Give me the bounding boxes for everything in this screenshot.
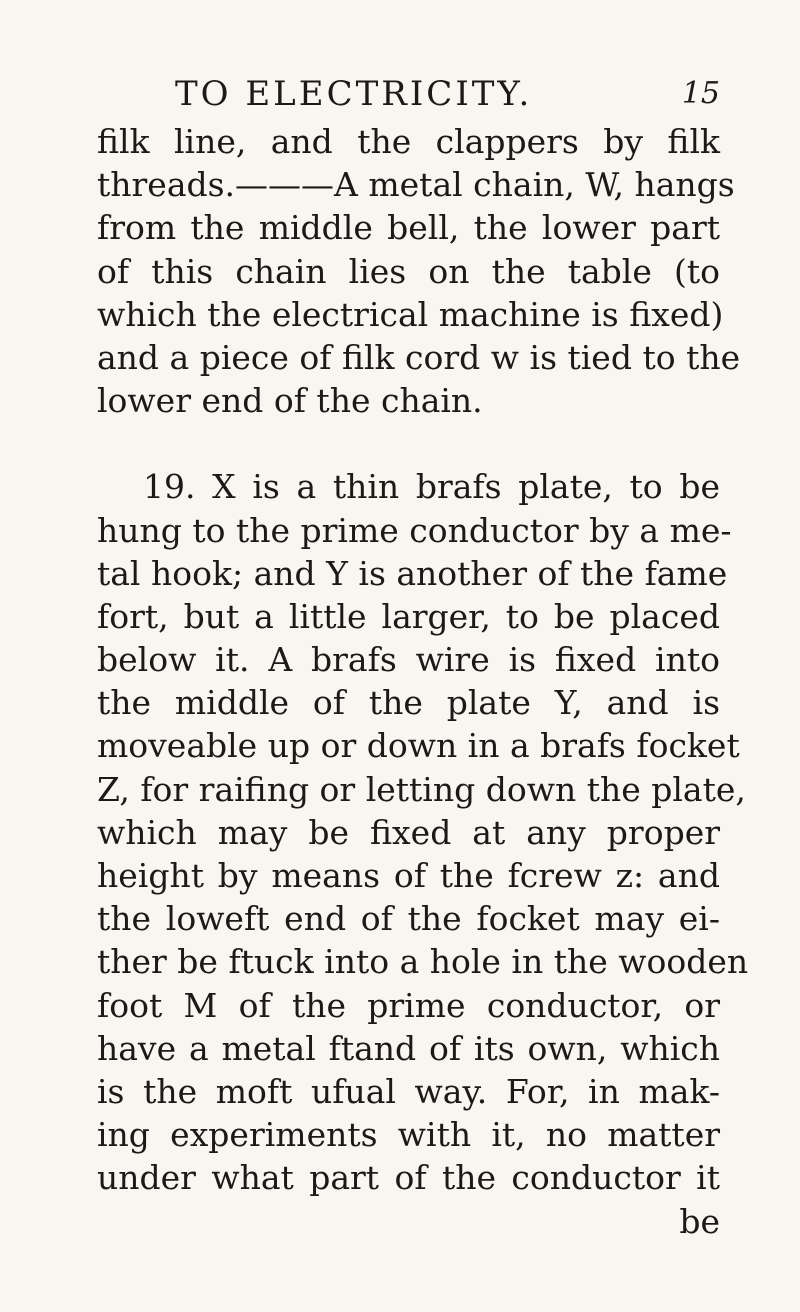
text-line: have a metal ftand of its own, which	[97, 1028, 720, 1068]
catchword: be	[679, 1201, 720, 1241]
text-line: below it. A brafs wire is fixed into	[97, 640, 720, 680]
text-line: the middle of the plate Y, and is	[97, 683, 720, 723]
text-line: is the moft ufual way. For, in mak-	[97, 1071, 720, 1111]
text-line: fort, but a little larger, to be placed	[97, 596, 720, 636]
text-line: tal hook; and Y is another of the fame	[97, 553, 728, 593]
page-number: 15	[681, 76, 720, 111]
text-line: moveable up or down in a brafs focket	[97, 726, 740, 766]
text-line: hung to the prime conductor by a me-	[97, 510, 732, 550]
text-line: lower end of the chain.	[97, 381, 483, 421]
text-line: of this chain lies on the table (to	[97, 251, 720, 291]
running-head	[175, 74, 720, 114]
text-line: ing experiments with it, no matter	[97, 1115, 720, 1155]
text-line: under what part of the conductor it	[97, 1158, 720, 1198]
text-line: which may be fixed at any proper	[97, 812, 720, 852]
running-title: TO ELECTRICITY.	[175, 74, 533, 114]
text-line: threads.———A metal chain, W, hangs	[97, 165, 735, 205]
text-line: Z, for raifing or letting down the plate,	[97, 769, 746, 809]
text-line: and a piece of filk cord w is tied to the	[97, 337, 741, 377]
body-text	[97, 120, 749, 1243]
text-line: which the electrical machine is fixed)	[97, 294, 724, 334]
text-line: ther be ftuck into a hole in the wooden	[97, 942, 749, 982]
paragraph-gap	[97, 422, 720, 465]
text-line: from the middle bell, the lower part	[97, 208, 720, 248]
text-line: 19. X is a thin brafs plate, to be	[143, 467, 720, 507]
text-line: filk line, and the clappers by filk	[97, 122, 720, 161]
text-line: foot M of the prime conductor, or	[97, 985, 720, 1025]
text-line: height by means of the fcrew z: and	[97, 856, 720, 895]
text-line: the loweft end of the focket may ei-	[97, 899, 720, 939]
